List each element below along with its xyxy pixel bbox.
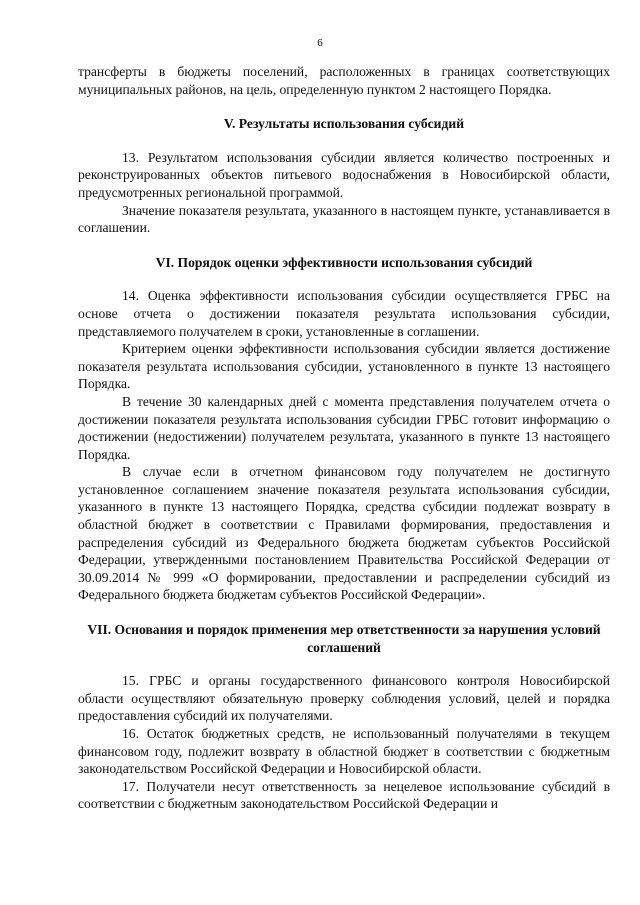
document-body — [78, 63, 610, 813]
section-spacer — [78, 604, 610, 621]
section-spacer — [78, 237, 610, 254]
section-heading: VI. Порядок оценки эффективности использования субсидий — [155, 254, 533, 270]
section-heading: VII. Основания и порядок применения мер ответственности за нарушения условий соглашений — [87, 622, 601, 655]
paragraph: В случае если в отчетном финансовом году получателем не достигнуто установленное соглашением значение показателя результата использования субсидии, указанного в пункте 13 настоящего Порядка, средства субсидии подлежат возврату в областной бюджет в соответствии с Правилами формирования, предоставления и распределения субсидий из Федерального бюджета бюджетам субъектов Российской Федерации, утвержденными постановлением Правительства Российской Федерации от 30.09.2014 № 999 «О формировании, предоставлении и распределении субсидий из Федерального бюджета бюджетам субъектов Российской Федерации». — [78, 464, 610, 603]
section-spacer — [78, 133, 610, 149]
paragraph: трансферты в бюджеты поселений, расположенных в границах соответствующих муниципальных районов, на цель, определенную пунктом 2 настоящего Порядка. — [78, 64, 610, 97]
paragraph: 17. Получатели несут ответственность за нецелевое использование субсидий в соответствии с бюджетным законодательством Российской Федерации и — [78, 778, 610, 812]
section-spacer — [78, 98, 610, 115]
page-number: 6 — [317, 37, 323, 49]
section-heading: V. Результаты использования субсидий — [223, 116, 465, 132]
paragraph: Значение показателя результата, указанного в настоящем пункте, устанавливается в соглашении. — [78, 202, 610, 236]
paragraph: В течение 30 календарных дней с момента представления получателем отчета о достижении показателя результата использования субсидии ГРБС готовит информацию о достижении (недостижении) получателем результата, указанного в пункте 13 настоящего Порядка. — [78, 393, 610, 462]
paragraph: 15. ГРБС и органы государственного финансового контроля Новосибирской области осуществляют обязательную проверку соблюдения условий, целей и порядка предоставления субсидий их получателями. — [78, 673, 610, 724]
section-spacer — [78, 271, 610, 287]
paragraph: 14. Оценка эффективности использования субсидии осуществляется ГРБС на основе отчета о достижении показателя результата использования субсидии, представляемого получателем в сроки, установленные в соглашении. — [78, 288, 610, 339]
paragraph: 16. Остаток бюджетных средств, не использованный получателями в текущем финансовом году, подлежит возврату в областной бюджет в соответствии с бюджетным законодательством Российской Федерации и Новосибирской области. — [78, 726, 610, 777]
paragraph: Критерием оценки эффективности использования субсидии является достижение показателя результата использования субсидии, установленного в пункте 13 настоящего Порядка. — [78, 341, 610, 392]
paragraph: 13. Результатом использования субсидии является количество построенных и реконструированных объектов питьевого водоснабжения в Новосибирской области, предусмотренных региональной программой. — [78, 149, 610, 200]
section-spacer — [78, 656, 610, 672]
